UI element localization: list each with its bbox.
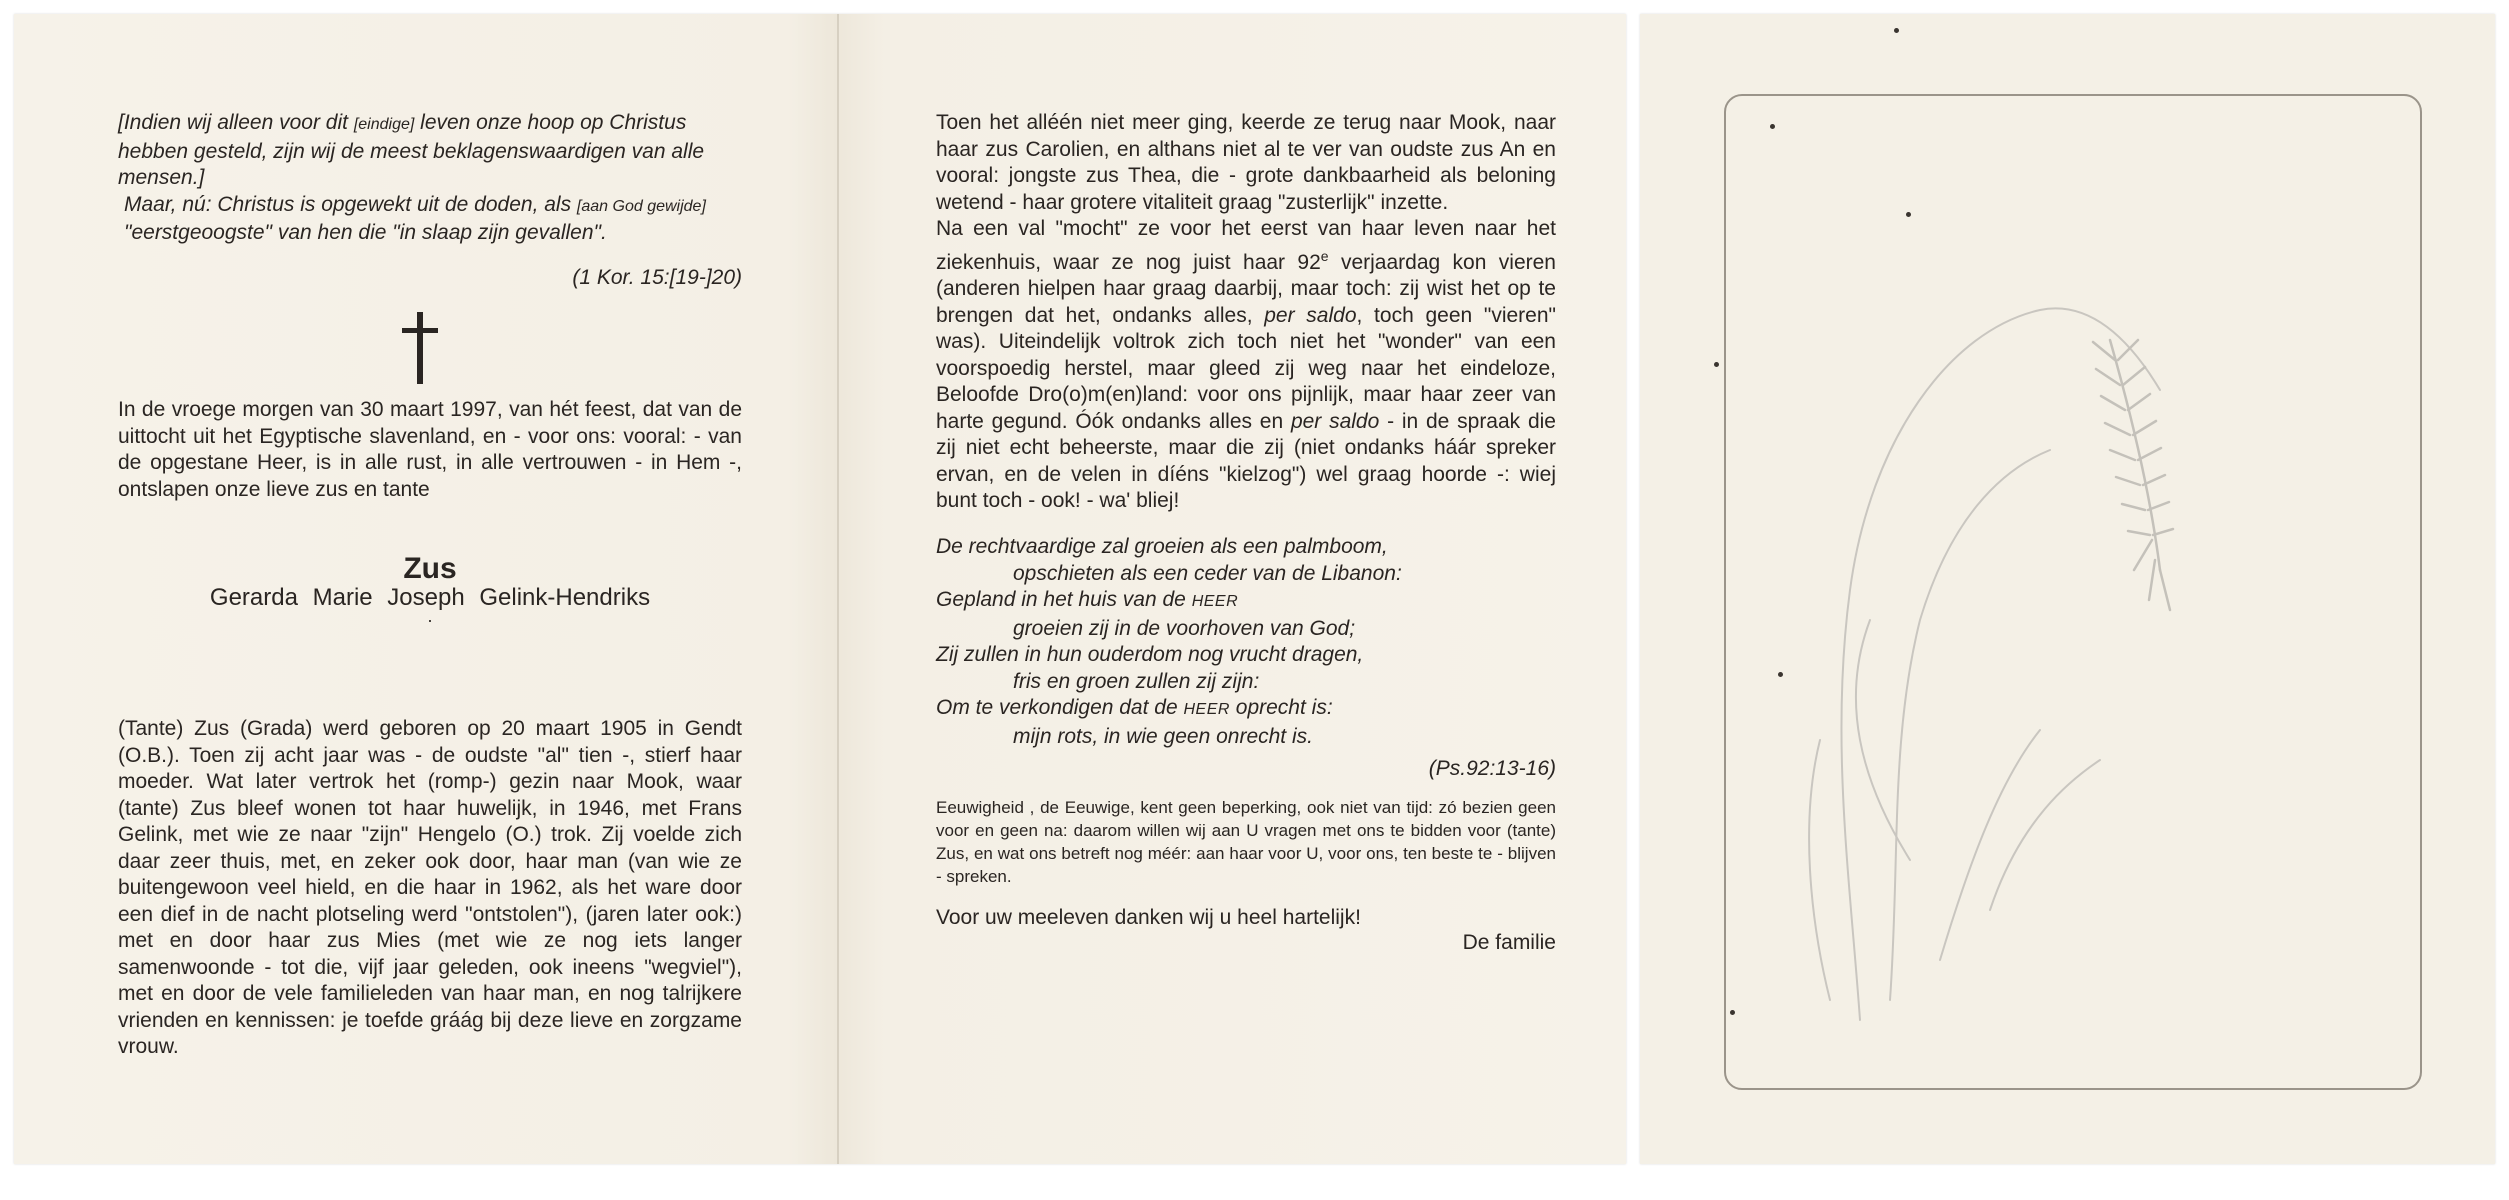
paper-speck: [1714, 362, 1719, 367]
text: verjaardag kon vieren (anderen hielpen haar graag daarbij, maar toch: zij wist het op te brengen dat het, ondanks alles,: [936, 250, 1556, 327]
paper-speck: [1778, 672, 1783, 677]
psalm-line: Zij zullen in hun ouderdom nog vrucht dragen,: [936, 643, 1364, 666]
epigraph-text: leven onze hoop op Christus hebben gesteld, zijn wij de meest beklagenswaardigen van alle mensen.]: [118, 111, 705, 189]
small-caps-heer: HEER: [1191, 593, 1239, 610]
cross-icon: [402, 312, 438, 384]
epigraph-verse-1: [118, 110, 742, 192]
epigraph-verse-2: [118, 192, 742, 247]
ordinal-suffix: e: [1320, 247, 1329, 264]
paper-speck: [1894, 28, 1899, 33]
name-ornament: ·: [427, 610, 433, 630]
signature: De familie: [1462, 931, 1556, 954]
paper-speck: [1770, 124, 1775, 129]
epigraph-text: Maar, nú: Christus is opgewekt uit de doden, als: [124, 192, 577, 216]
paper-speck: [1730, 1010, 1735, 1015]
deceased-full-name: Gerarda Marie Joseph Gelink-Hendriks: [209, 583, 651, 611]
wheat-ear-icon: [1740, 260, 2300, 1040]
small-caps-heer: HEER: [1183, 701, 1230, 718]
text: - in de spraak die zij niet echt beheerste, maar die zij (niet ondanks háár spreker ervan, en de velen in díéns "kielzog") wel graag hoorde -: wiej bunt toch - ook! - wa' bliej!: [936, 409, 1556, 512]
text: oprecht is:: [1229, 696, 1333, 719]
prayer-note: Eeuwigheid , de Eeuwige, kent geen beperking, ook niet van tijd: zó bezien geen voor en geen na: daarom willen wij aan U vragen met ons te bidden voor (tante) Zus, en wat ons betreft nog méér: aan haar voor U, voor ons, ten beste te - blijven - spreken.: [936, 798, 1556, 886]
epigraph-insert: [aan God gewijde]: [576, 197, 706, 215]
paper-speck: [1906, 212, 1911, 217]
psalm-line: opschieten als een ceder van de Libanon:: [1013, 561, 1402, 585]
psalm-reference: (Ps.92:13-16): [1428, 757, 1556, 780]
biography: (Tante) Zus (Grada) werd geboren op 20 maart 1905 in Gendt (O.B.). Toen zij acht jaar was - de oudste "al" tien -, stierf haar moeder. Wat later vertrok het (romp-) gezin naar Mook, waar (tante) Zus bleef wonen tot haar huwelijk, in 1946, met Frans Gelink, met wie ze naar "zijn" Hengelo (O.) trok. Zij voelde zich daar zeer thuis, met, en zeker ook door, haar man (van wie ze buitengewoon veel hield, en die haar in 1962, als het ware door een dief in de nacht plotseling werd "ontstolen"), (jaren later ook:) met en door haar zus Mies (met wie ze nog iets langer samenwoonde - tot die, vijf jaar geleden, ook ineens "wegviel"), met en door de vele familieleden van haar man, en nog talrijkere vrienden en kennissen: je toefde gráág bij deze lieve en zorgzame vrouw.: [118, 717, 742, 1058]
paragraph-return-to-mook: Toen het alléén niet meer ging, keerde ze terug naar Mook, naar haar zus Carolien, en althans niet al te ver van oudste zus An en vooral: jongste zus Thea, die - grote dankbaarheid als beloning wetend - haar grotere vitaliteit graag "zusterlijk" inzette.: [936, 111, 1556, 214]
epigraph-reference: (1 Kor. 15:[19-]20): [572, 265, 742, 289]
epigraph-text: "eerstgeoogste" van hen die "in slaap zijn gevallen".: [124, 221, 607, 244]
psalm-line: [936, 695, 1556, 724]
psalm-line: fris en groen zullen zij zijn:: [1013, 669, 1260, 693]
text: Gepland in het huis van de: [936, 588, 1192, 611]
text: Na een val "mocht" ze voor het eerst van haar leven naar het ziekenhuis, waar ze nog juist haar 92: [936, 217, 1556, 274]
wheat-head: [2093, 340, 2173, 610]
thanks-note: Voor uw meeleven danken wij u heel hartelijk!: [936, 906, 1361, 929]
italic-text: per saldo: [1264, 303, 1357, 327]
text: , toch geen "vieren" was). Uiteindelijk voltrok zich toch niet het "wonder" van een voorspoedig herstel, maar gleed zij weg naar het eindeloze, Beloofde Dro(o)m(en)land: voor ons pijnlijk, maar haar zeer van harte gegund. Óók ondanks alles en: [936, 303, 1556, 433]
psalm-quote: [936, 534, 1556, 783]
psalm-line: [936, 587, 1556, 616]
middle-page-text: [936, 110, 1556, 515]
epigraph-insert: [eindige]: [353, 116, 415, 133]
deceased-name-block: [118, 552, 742, 630]
psalm-line: groeien zij in de voorhoven van God;: [1013, 616, 1356, 640]
deceased-nickname: Zus: [403, 552, 457, 585]
italic-text: per saldo: [1290, 409, 1380, 433]
epigraph-text: [Indien wij alleen voor dit: [118, 111, 354, 134]
text: Om te verkondigen dat de: [936, 696, 1184, 719]
paragraph-hospital: [936, 216, 1556, 515]
announcement: In de vroege morgen van 30 maart 1997, van hét feest, dat van de uittocht uit het Egyptische slavenland, en - voor ons: vooral: - van de opgestane Heer, is in alle rust, in alle vertrouwen - in Hem -, ontslapen onze lieve zus en tante: [118, 398, 742, 501]
psalm-line: De rechtvaardige zal groeien als een palmboom,: [936, 535, 1388, 558]
left-page: [118, 110, 742, 291]
psalm-line: mijn rots, in wie geen onrecht is.: [1013, 724, 1313, 748]
card-fold: [837, 14, 839, 1164]
